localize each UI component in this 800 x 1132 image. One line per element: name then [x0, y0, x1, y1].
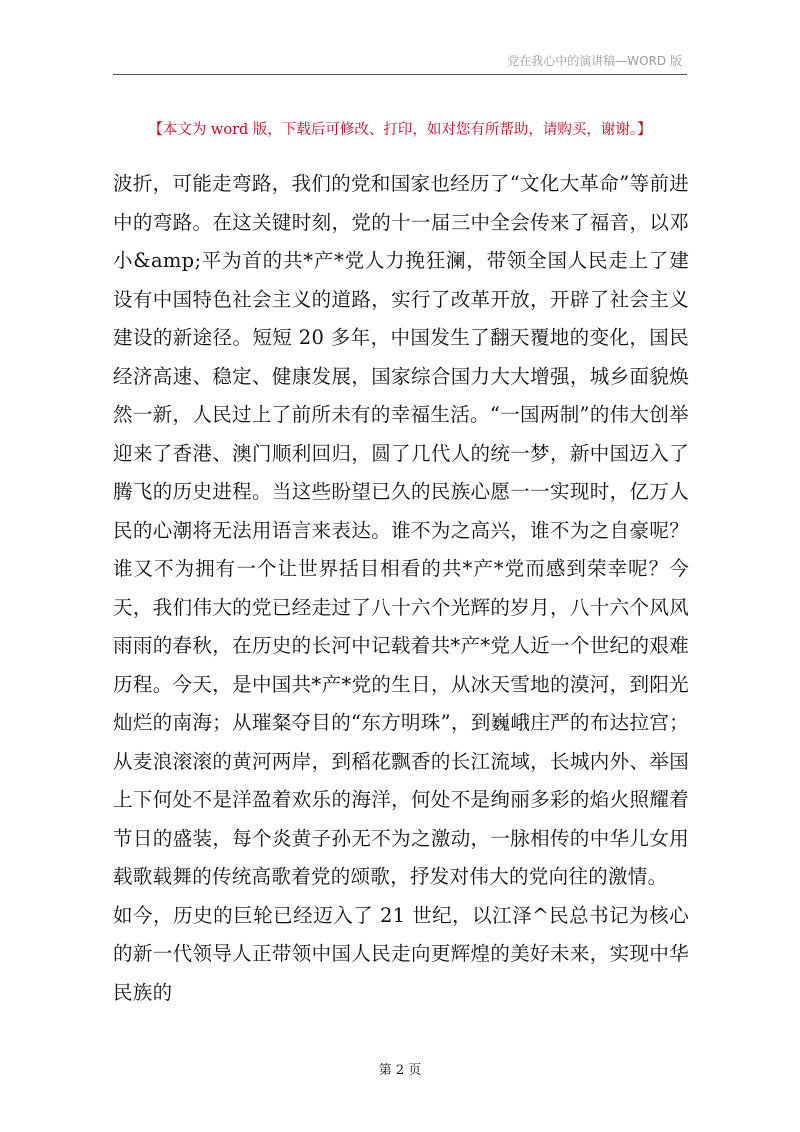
document-body	[113, 165, 689, 1012]
download-notice: 【本文为 word 版，下载后可修改、打印，如对您有所帮助，请购买，谢谢。】	[148, 122, 652, 138]
page-number: 第 2 页	[378, 1063, 422, 1078]
paragraph-1: 波折，可能走弯路，我们的党和国家也经历了“文化大革命”等前进中的弯路。在这关键时刻，党的十一届三中全会传来了福音，以邓小&amp;平为首的共*产*党人力挽狂澜，带领全国人民走上了建设有中国特色社会主义的道路，实行了改革开放，开辟了社会主义建设的新途径。短短 20 多年，中国发生了翻天覆地的变化，国民经济高速、稳定、健康发展，国家综合国力大大增强，城乡面貌焕然一新，人民过上了前所未有的幸福生活。“一国两制”的伟大创举迎来了香港、澳门顺利回归，圆了几代人的统一梦，新中国迈入了腾飞的历史进程。当这些盼望已久的民族心愿一一实现时，亿万人民的心潮将无法用语言来表达。谁不为之高兴，谁不为之自豪呢？谁又不为拥有一个让世界括目相看的共*产*党而感到荣幸呢？今天，我们伟大的党已经走过了八十六个光辉的岁月，八十六个风风雨雨的春秋，在历史的长河中记载着共*产*党人近一个世纪的艰难历程。今天，是中国共*产*党的生日，从冰天雪地的漠河，到阳光灿烂的南海；从璀粲夺目的“东方明珠”，到巍峨庄严的布达拉宫；从麦浪滚滚的黄河两岸，到稻花飘香的长江流域，长城内外、举国上下何处不是洋盈着欢乐的海洋，何处不是绚丽多彩的焰火照耀着节日的盛装，每个炎黄子孙无不为之激动，一脉相传的中华儿女用载歌载舞的传统高歌着党的颂歌，抒发对伟大的党向往的激情。	[113, 172, 690, 888]
paragraph-2: 如今，历史的巨轮已经迈入了 21 世纪，以江泽^民总书记为核心的新一代领导人正带领中国人民走向更辉煌的美好未来，实现中华民族的	[113, 903, 689, 1004]
header-title: 党在我心中的演讲稿—WORD 版	[507, 54, 682, 68]
header-divider	[113, 74, 687, 75]
